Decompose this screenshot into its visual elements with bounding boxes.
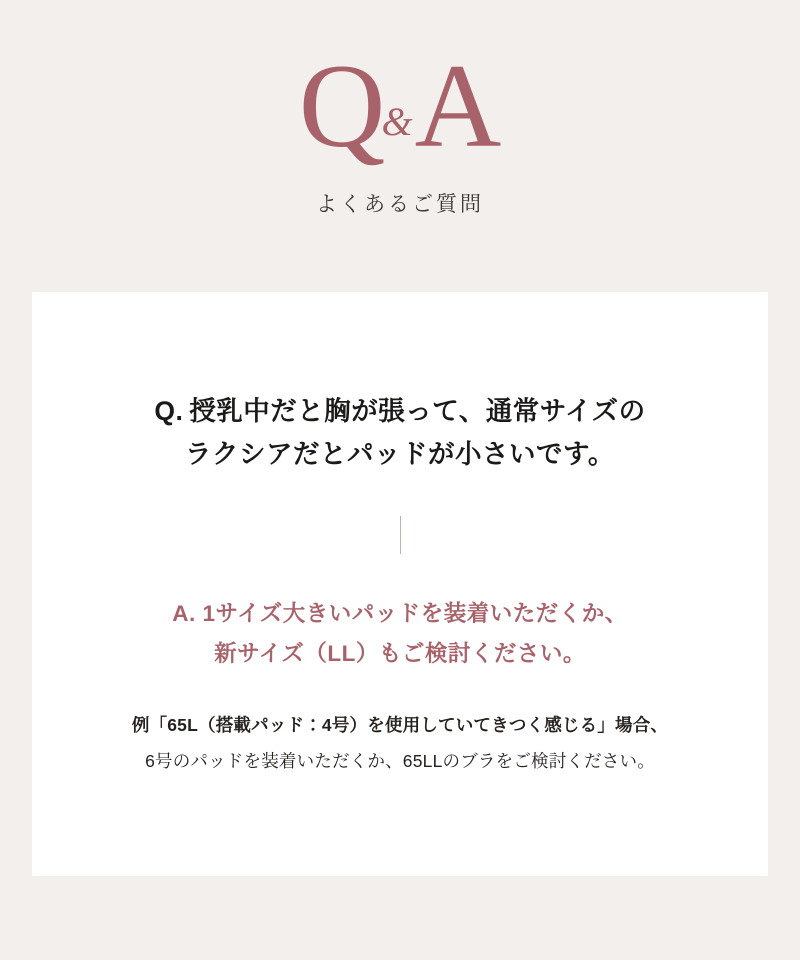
- question-prefix: Q.: [154, 396, 184, 426]
- qa-logo-a: A: [414, 39, 502, 172]
- qa-logo-ampersand: &: [381, 99, 413, 144]
- qa-logo: [298, 39, 502, 172]
- question-block: [72, 390, 728, 476]
- answer-line-2: 新サイズ（LL）もご検討ください。: [214, 640, 586, 666]
- page-subtitle: よくあるご質問: [316, 193, 484, 216]
- section-divider: [400, 516, 401, 554]
- answer-line-1: A. 1サイズ大きいパッドを装着いただくか、: [172, 600, 628, 626]
- example-line-1: 例「65L（搭載パッド：4号）を使用していてきつく感じる」場合、: [131, 714, 669, 735]
- example-line-2: 6号のパッドを装着いただくか、65LLのブラをご検討ください。: [145, 750, 655, 771]
- example-block: [72, 708, 728, 780]
- question-line-2: ラクシアだとパッドが小さいです。: [185, 438, 615, 469]
- answer-block: [72, 594, 728, 674]
- qa-logo-q: Q: [298, 39, 386, 172]
- page-header: [0, 0, 800, 218]
- question-line-1: 授乳中だと胸が張って、通常サイズの: [189, 396, 646, 426]
- qa-card: [32, 292, 768, 876]
